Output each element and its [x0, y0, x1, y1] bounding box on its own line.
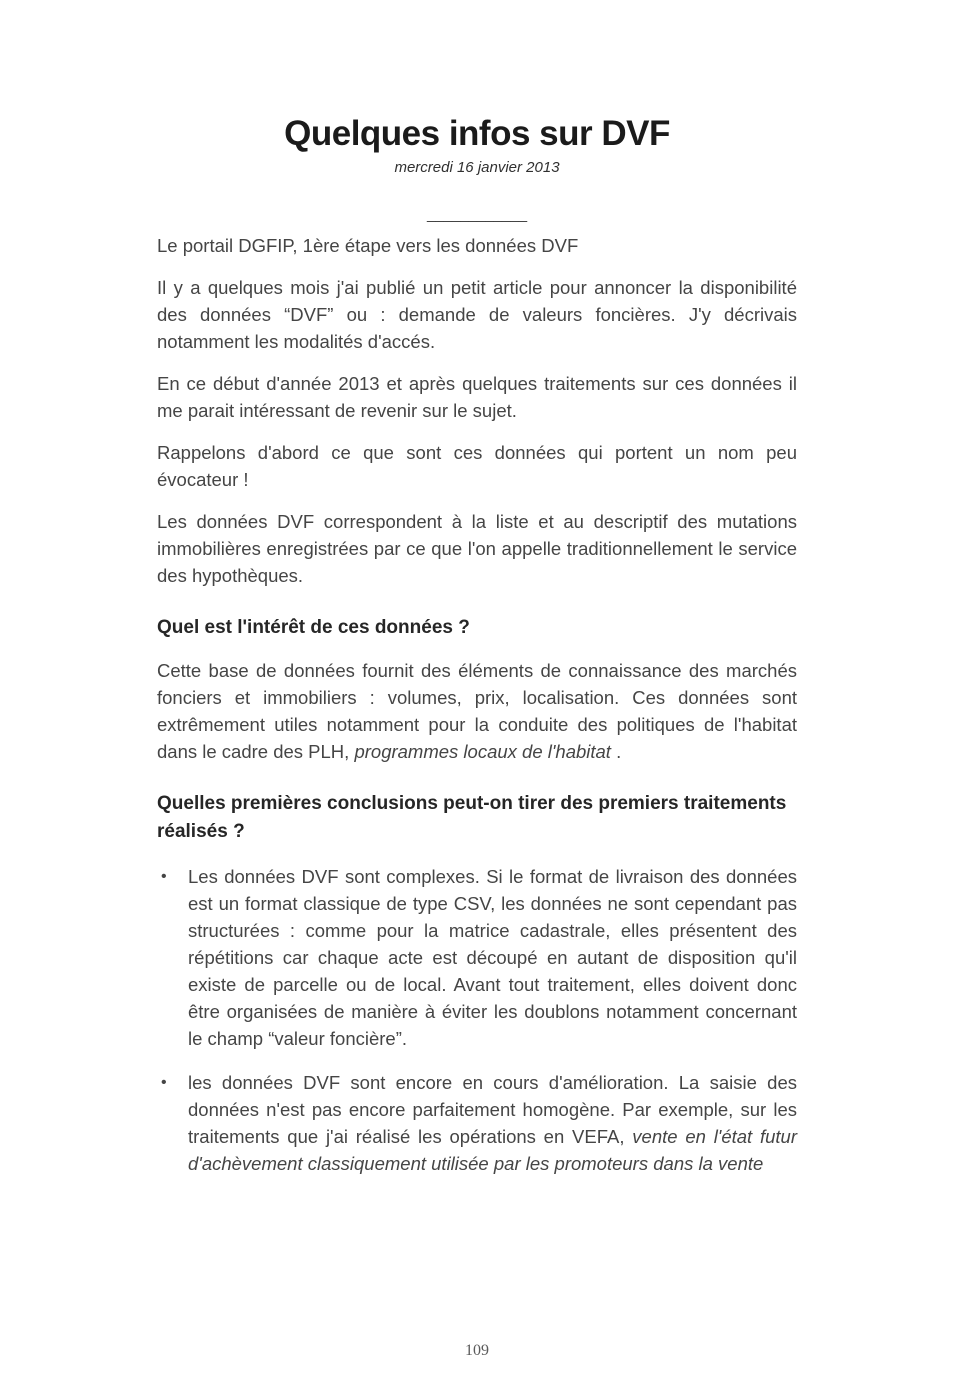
conclusions-bullet-list: [157, 863, 797, 1177]
document-content: [0, 112, 954, 1177]
section-divider: ____________: [426, 209, 528, 223]
paragraph-debut-2013: En ce début d'année 2013 et après quelques traitements sur ces données il me parait intéressant de revenir sur le sujet.: [157, 372, 797, 421]
page-title: Quelques infos sur DVF: [284, 114, 670, 153]
page-number: 109: [465, 1342, 489, 1359]
paragraph-rappelons: Rappelons d'abord ce que sont ces données qui portent un nom peu évocateur !: [157, 441, 797, 490]
bullet-amelioration-normal: les données DVF sont encore en cours d'amélioration. La saisie des données n'est pas encore parfaitement homogène. Par exemple, sur les traitements que j'ai réalisé les opérations en VEFA,: [188, 1071, 797, 1147]
document-page: [0, 112, 954, 1388]
bullet-complexity-text: Les données DVF sont complexes. Si le format de livraison des données est un format classique de type CSV, les données ne sont cependant pas structurées : comme pour la matrice cadastrale, elles présentent des répétitions car chaque acte est découpé en autant de disposition qu'il existe de parcelle ou de local. Avant tout traitement, elles doivent donc être organisées de manière à éviter les doublons notamment concernant le champ “valeur foncière”.: [188, 865, 797, 1049]
paragraph-base-donnees-text: Cette base de données fournit des éléments de connaissance des marchés fonciers et immobiliers : volumes, prix, localisation. Ces données sont extrêmement utiles notamment pour la conduite des politiques de l'habitat dans le cadre des PLH,: [157, 659, 797, 762]
heading-premieres-conclusions: Quelles premières conclusions peut-on tirer des premiers traitements réalisés ?: [157, 792, 787, 842]
lede-line: Le portail DGFIP, 1ère étape vers les données DVF: [157, 234, 579, 256]
paragraph-base-donnees-tail: .: [610, 740, 622, 762]
bullet-amelioration-italic: vente en l'état futur d'achèvement classiquement utilisée par les promoteurs dans la vente: [188, 1125, 797, 1174]
paragraph-definition-dvf: Les données DVF correspondent à la liste et au descriptif des mutations immobilières enregistrées par ce que l'on appelle traditionnellement le service des hypothèques.: [157, 510, 797, 586]
paragraph-article-announcement: Il y a quelques mois j'ai publié un petit article pour annoncer la disponibilité des données “DVF” ou : demande de valeurs foncières. J'y décrivais notamment les modalités d'accés.: [157, 276, 797, 352]
heading-interet-donnees: Quel est l'intérêt de ces données ?: [157, 616, 470, 638]
bullet-icon: •: [161, 1073, 167, 1091]
paragraph-base-donnees: [157, 657, 797, 765]
list-item: [157, 1069, 797, 1177]
paragraph-base-donnees-italic: programmes locaux de l'habitat: [354, 740, 611, 762]
list-item: [157, 863, 797, 1052]
page-date: mercredi 16 janvier 2013: [394, 158, 560, 176]
bullet-amelioration-text: [188, 1069, 797, 1177]
bullet-icon: •: [161, 867, 167, 885]
